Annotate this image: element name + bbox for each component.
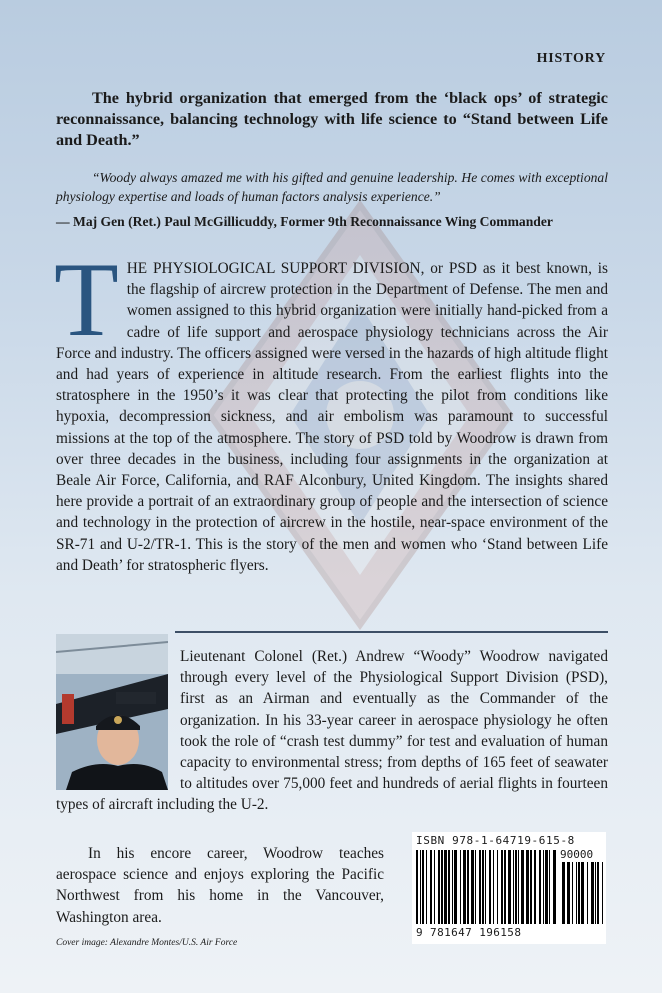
ean-barcode-bars <box>416 850 556 924</box>
section-divider <box>175 631 608 633</box>
barcode-digits: 9 781647 196158 <box>416 926 522 939</box>
price-code: 90000 <box>560 848 594 861</box>
price-barcode-bars <box>562 862 604 924</box>
author-bio-text: Lieutenant Colonel (Ret.) Andrew “Woody” Woodrow navigated through every level of the Physiological Support Division (PSD), first as an Airman and eventually as the Commander of the organization. In his 33-year career in aerospace physiology he often took the role of “crash test dummy” for test and evaluation of human capacity to environmental stress; from depths of 165 feet of seawater to altitudes over 75,000 feet and hundreds of aerial flights in fourteen types of aircraft including the U-2. <box>56 648 608 814</box>
tagline: The hybrid organization that emerged from the ‘black ops’ of strategic reconnaissance, balancing technology with life science to “Stand between Life and Death.” <box>56 89 608 149</box>
isbn-barcode <box>412 832 606 944</box>
endorsement-quote: “Woody always amazed me with his gifted and genuine leadership. He comes with exceptional physiology expertise and loads of human factors analysis experience.” <box>56 170 608 204</box>
cover-credit: Cover image: Alexandre Montes/U.S. Air Force <box>56 938 238 948</box>
author-bio <box>56 646 608 816</box>
quote-attribution: — Maj Gen (Ret.) Paul McGillicuddy, Former 9th Reconnaissance Wing Commander <box>56 214 553 229</box>
description-text: HE PHYSIOLOGICAL SUPPORT DIVISION, or PSD as it best known, is the flagship of aircrew protection in the Department of Defense. The men and women assigned to this hybrid organization were initially hand-picked from a cadre of life support and aerospace physiology technicians across the Air Force and industry. The officers assigned were versed in the hazards of high altitude flight and had years of experience in altitude research. From the earliest flights into the stratosphere in the 1950’s it was clear that protecting the pilot from conditions like hypoxia, decompression sickness, and air embolism was paramount to successful missions at the top of the atmosphere. The story of PSD told by Woodrow is drawn from over three decades in the business, including four assignments in the organization at Beale Air Force, California, and RAF Alconbury, United Kingdom. The insights shared here provide a portrait of an extraordinary group of people and the intersection of science and technology in the protection of aircrew in the hostile, near-space environment of the SR-71 and U-2/TR-1. This is the story of the men and women who ‘Stand between Life and Death’ for stratospheric flyers. <box>56 260 608 574</box>
category-label: HISTORY <box>536 51 606 66</box>
isbn-number: ISBN 978-1-64719-615-8 <box>416 834 575 847</box>
drop-cap: T <box>54 241 119 358</box>
book-description <box>54 241 608 576</box>
encore-career: In his encore career, Woodrow teaches aerospace science and enjoys exploring the Pacific Northwest from his home in the Vancouver, Washington area. <box>56 845 384 926</box>
